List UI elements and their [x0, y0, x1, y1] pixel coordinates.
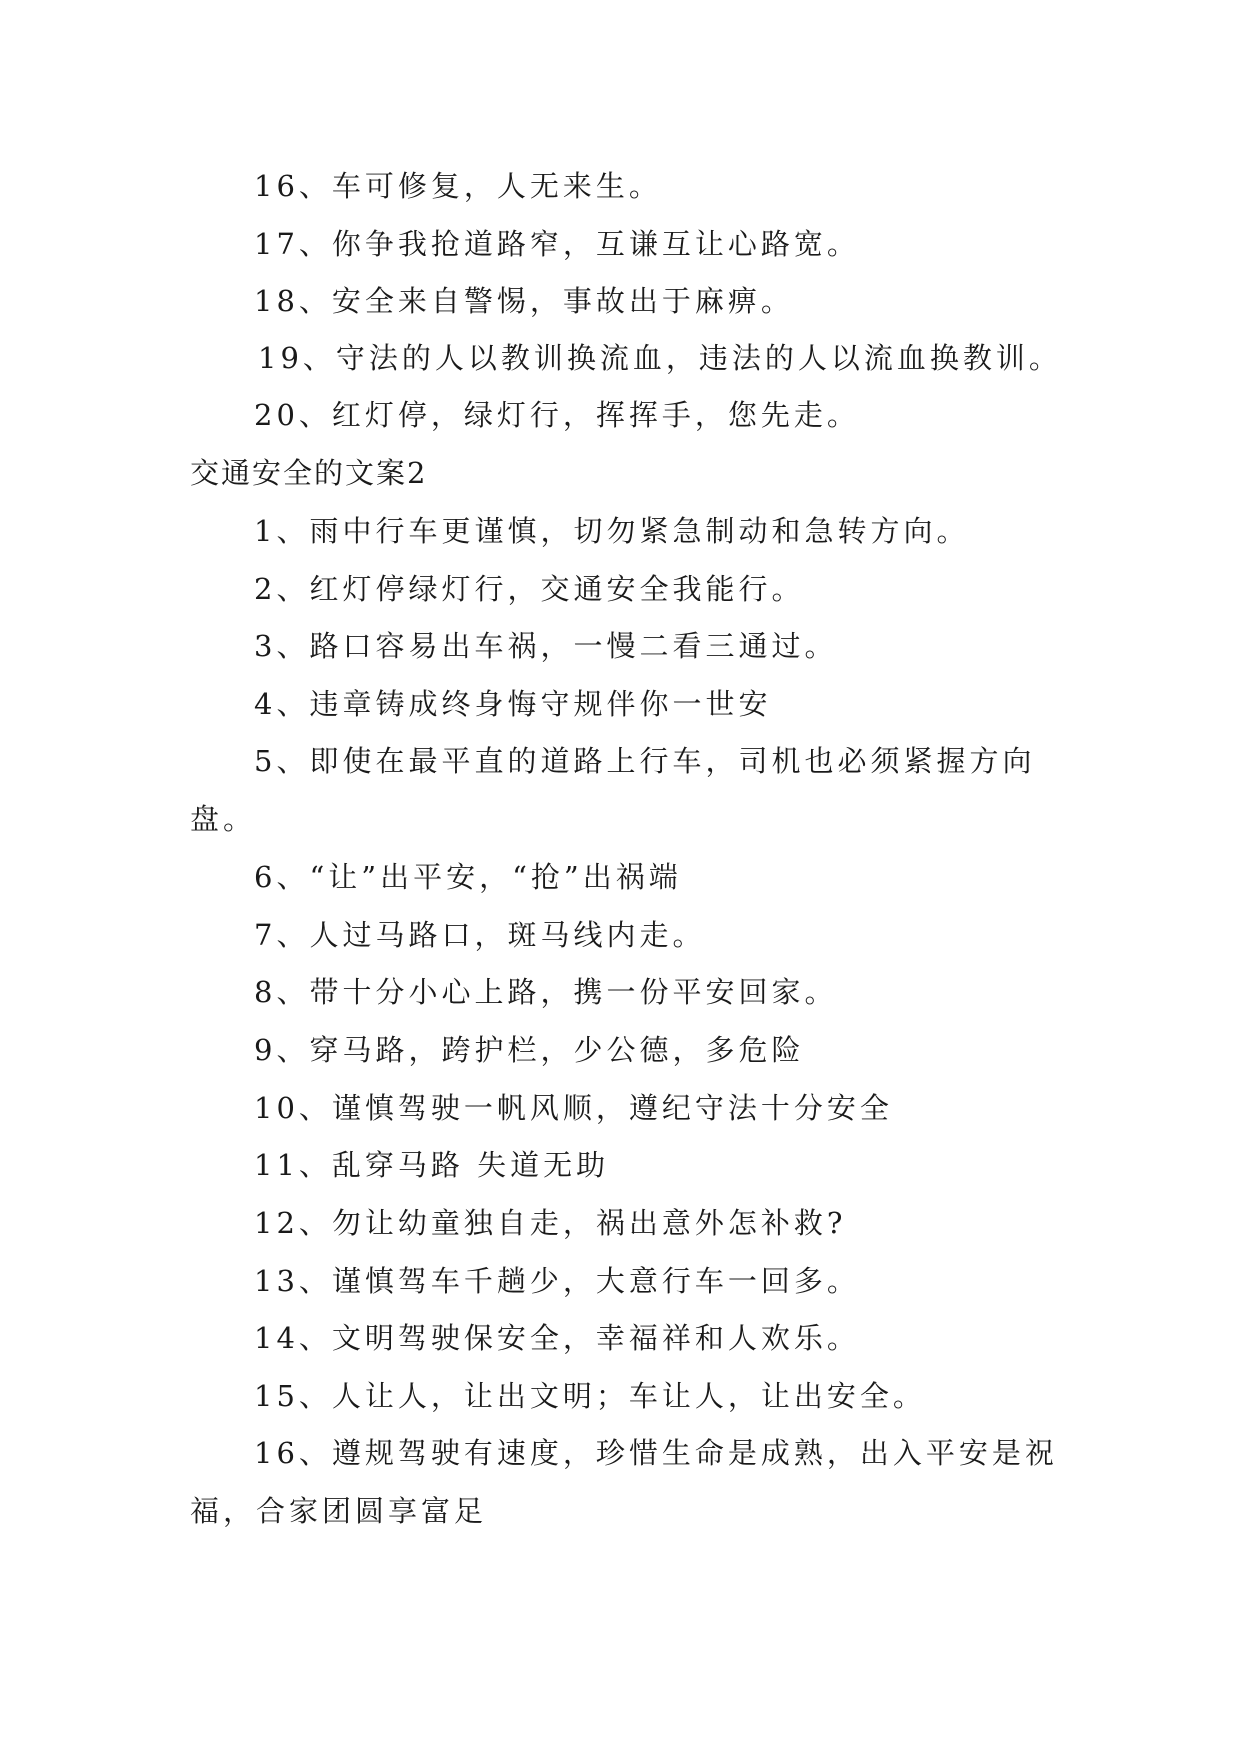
list-item: 20、红灯停，绿灯行，挥挥手，您先走。 [254, 398, 860, 432]
list-item: 11、乱穿马路 失道无助 [254, 1148, 610, 1182]
list-item: 19、守法的人以教训换流血，违法的人以流血换教训。 [258, 341, 1062, 375]
list-item: 14、文明驾驶保安全，幸福祥和人欢乐。 [254, 1321, 860, 1355]
list-item: 6、“让”出平安，“抢”出祸端 [254, 860, 682, 894]
list-item: 2、红灯停绿灯行，交通安全我能行。 [254, 572, 805, 606]
list-item: 16、遵规驾驶有速度，珍惜生命是成熟，出入平安是祝 [254, 1436, 1058, 1470]
list-item: 17、你争我抢道路窄，互谦互让心路宽。 [254, 227, 860, 261]
list-item: 3、路口容易出车祸，一慢二看三通过。 [254, 629, 838, 663]
list-item: 7、人过马路口，斑马线内走。 [254, 918, 706, 952]
list-item: 5、即使在最平直的道路上行车，司机也必须紧握方向 [254, 744, 1036, 778]
list-item: 12、勿让幼童独自走，祸出意外怎补救? [254, 1206, 847, 1240]
list-item: 1、雨中行车更谨慎，切勿紧急制动和急转方向。 [254, 514, 970, 548]
list-item: 13、谨慎驾车千趟少，大意行车一回多。 [254, 1264, 860, 1298]
list-item: 9、穿马路，跨护栏，少公德，多危险 [254, 1033, 805, 1067]
list-item: 16、车可修复，人无来生。 [254, 169, 662, 203]
list-item: 18、安全来自警惕，事故出于麻痹。 [254, 284, 794, 318]
list-item-continuation: 盘。 [190, 802, 257, 836]
list-item: 4、违章铸成终身悔守规伴你一世安 [254, 687, 772, 721]
list-item-continuation: 福，合家团圆享富足 [190, 1494, 488, 1528]
list-item: 15、人让人，让出文明；车让人，让出安全。 [254, 1379, 926, 1413]
section-heading: 交通安全的文案2 [190, 456, 428, 490]
list-item: 10、谨慎驾驶一帆风顺，遵纪守法十分安全 [254, 1091, 893, 1125]
list-item: 8、带十分小心上路，携一份平安回家。 [254, 975, 838, 1009]
